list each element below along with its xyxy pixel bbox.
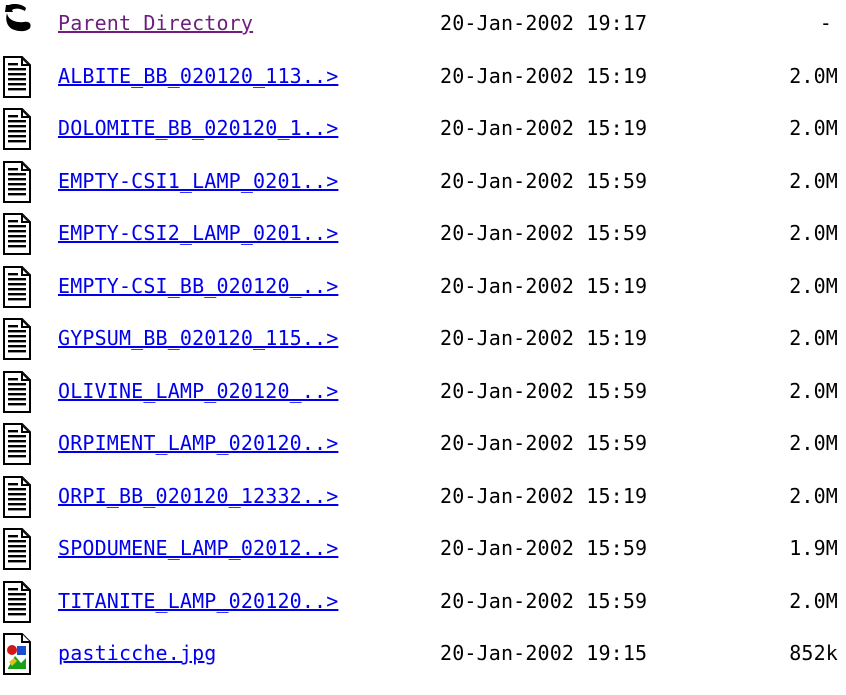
file-size: 2.0M bbox=[789, 378, 838, 403]
text-file-icon[interactable] bbox=[0, 160, 38, 204]
file-size: 852k bbox=[789, 641, 838, 665]
text-file-icon[interactable] bbox=[0, 55, 38, 99]
file-size: 1.9M bbox=[789, 536, 838, 560]
text-file-icon[interactable] bbox=[0, 317, 38, 361]
back-arrow-icon[interactable] bbox=[0, 2, 38, 46]
file-row bbox=[0, 53, 846, 105]
text-file-icon[interactable] bbox=[0, 107, 38, 151]
file-size: 2.0M bbox=[789, 168, 838, 193]
file-link[interactable]: pasticche.jpg bbox=[58, 641, 217, 665]
modified-date: 20-Jan-2002 15:19 bbox=[440, 326, 648, 350]
text-file-icon[interactable] bbox=[0, 475, 38, 519]
file-size: - bbox=[819, 11, 832, 35]
file-link[interactable]: GYPSUM_BB_020120_115..> bbox=[58, 326, 339, 350]
file-row bbox=[0, 525, 846, 577]
modified-date: 20-Jan-2002 15:59 bbox=[440, 378, 648, 403]
file-size: 2.0M bbox=[789, 483, 838, 508]
parent-directory-row bbox=[0, 0, 846, 52]
file-link[interactable]: DOLOMITE_BB_020120_1..> bbox=[58, 116, 339, 140]
file-row bbox=[0, 578, 846, 630]
modified-date: 20-Jan-2002 15:59 bbox=[440, 168, 648, 193]
file-link[interactable]: TITANITE_LAMP_020120..> bbox=[58, 588, 339, 613]
file-row bbox=[0, 368, 846, 420]
modified-date: 20-Jan-2002 15:59 bbox=[440, 536, 648, 560]
parent-directory-link[interactable]: Parent Directory bbox=[58, 11, 254, 35]
file-link[interactable]: OLIVINE_LAMP_020120_..> bbox=[58, 378, 339, 403]
file-row bbox=[0, 630, 846, 682]
modified-date: 20-Jan-2002 15:59 bbox=[440, 588, 648, 613]
file-row bbox=[0, 420, 846, 472]
text-file-icon[interactable] bbox=[0, 580, 38, 624]
modified-date: 20-Jan-2002 19:17 bbox=[440, 11, 648, 35]
file-link[interactable]: EMPTY-CSI2_LAMP_0201..> bbox=[58, 221, 339, 245]
modified-date: 20-Jan-2002 19:15 bbox=[440, 641, 648, 665]
file-row bbox=[0, 315, 846, 367]
file-size: 2.0M bbox=[789, 431, 838, 455]
file-row bbox=[0, 105, 846, 157]
modified-date: 20-Jan-2002 15:19 bbox=[440, 116, 648, 140]
file-link[interactable]: EMPTY-CSI_BB_020120_..> bbox=[58, 273, 339, 298]
file-size: 2.0M bbox=[789, 326, 838, 350]
file-link[interactable]: EMPTY-CSI1_LAMP_0201..> bbox=[58, 168, 339, 193]
file-link[interactable]: ALBITE_BB_020120_113..> bbox=[58, 63, 339, 88]
text-file-icon[interactable] bbox=[0, 370, 38, 414]
file-size: 2.0M bbox=[789, 588, 838, 613]
modified-date: 20-Jan-2002 15:59 bbox=[440, 431, 648, 455]
text-file-icon[interactable] bbox=[0, 422, 38, 466]
file-link[interactable]: ORPI_BB_020120_12332..> bbox=[58, 483, 339, 508]
file-size: 2.0M bbox=[789, 116, 838, 140]
file-row bbox=[0, 263, 846, 315]
file-row bbox=[0, 210, 846, 262]
modified-date: 20-Jan-2002 15:19 bbox=[440, 483, 648, 508]
file-link[interactable]: ORPIMENT_LAMP_020120..> bbox=[58, 431, 339, 455]
modified-date: 20-Jan-2002 15:19 bbox=[440, 63, 648, 88]
text-file-icon[interactable] bbox=[0, 527, 38, 571]
image-file-icon[interactable] bbox=[0, 632, 38, 676]
file-size: 2.0M bbox=[789, 63, 838, 88]
modified-date: 20-Jan-2002 15:59 bbox=[440, 221, 648, 245]
file-row bbox=[0, 158, 846, 210]
file-size: 2.0M bbox=[789, 221, 838, 245]
file-row bbox=[0, 473, 846, 525]
modified-date: 20-Jan-2002 15:19 bbox=[440, 273, 648, 298]
text-file-icon[interactable] bbox=[0, 212, 38, 256]
file-link[interactable]: SPODUMENE_LAMP_02012..> bbox=[58, 536, 339, 560]
file-size: 2.0M bbox=[789, 273, 838, 298]
text-file-icon[interactable] bbox=[0, 265, 38, 309]
